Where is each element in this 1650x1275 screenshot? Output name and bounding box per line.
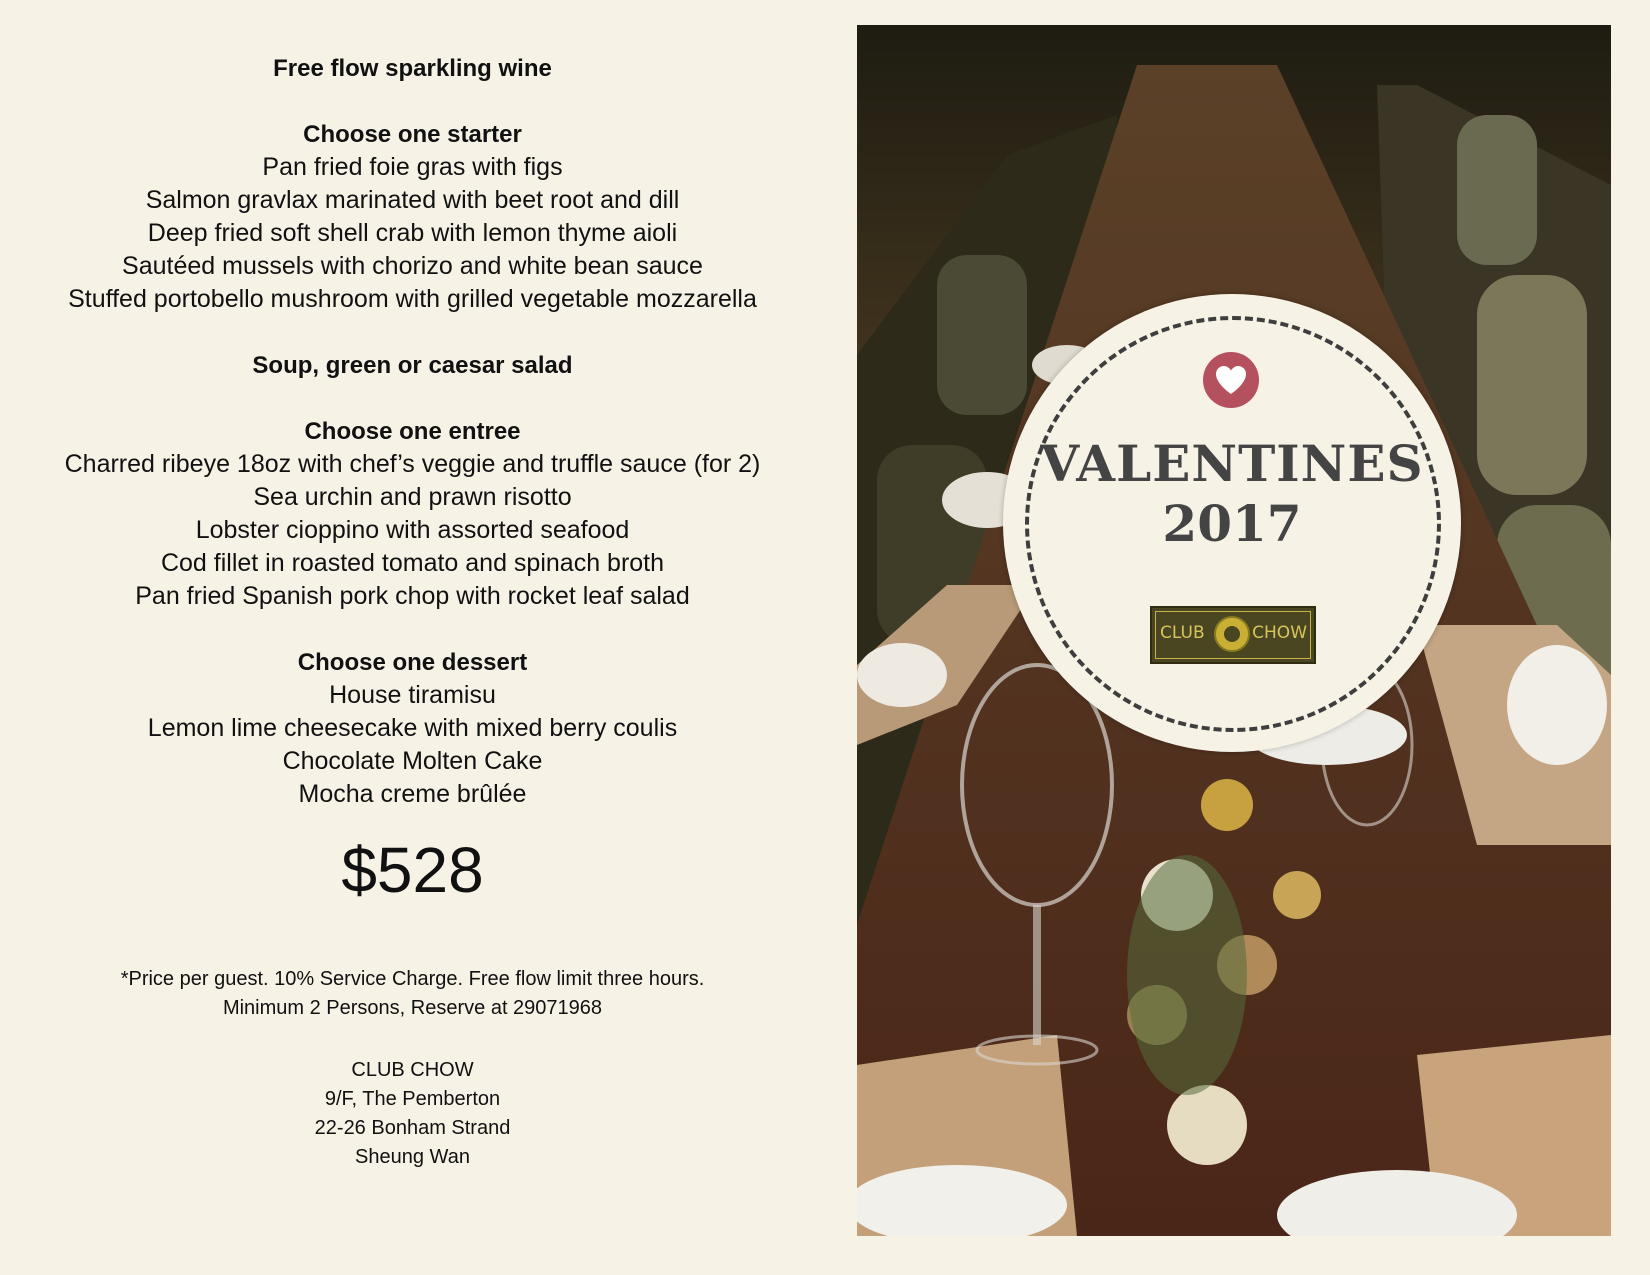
entree-item: Pan fried Spanish pork chop with rocket leaf salad xyxy=(135,582,690,610)
dessert-item: Lemon lime cheesecake with mixed berry coulis xyxy=(147,714,678,742)
starter-item: Salmon gravlax marinated with beet root and dill xyxy=(145,186,680,214)
starter-item: Deep fried soft shell crab with lemon thyme aioli xyxy=(147,219,678,247)
soup-section xyxy=(40,349,785,382)
logo-emblem-icon xyxy=(1214,616,1250,652)
heart-icon-glyph xyxy=(1215,365,1247,395)
entree-section xyxy=(40,415,785,613)
restaurant-address xyxy=(40,1056,785,1172)
valentines-badge xyxy=(1003,294,1461,752)
footnote-line: Minimum 2 Persons, Reserve at 29071968 xyxy=(222,997,603,1019)
entree-item: Charred ribeye 18oz with chef’s veggie and truffle sauce (for 2) xyxy=(64,450,761,478)
badge-title: VALENTINES xyxy=(1040,434,1424,493)
soup-heading: Soup, green or caesar salad xyxy=(252,352,573,379)
entree-item: Lobster cioppino with assorted seafood xyxy=(195,516,630,544)
logo-text-club: CLUB xyxy=(1160,623,1205,643)
entree-item: Sea urchin and prawn risotto xyxy=(253,483,572,511)
menu-column xyxy=(40,52,785,1172)
address-line: 22-26 Bonham Strand xyxy=(314,1117,511,1139)
dessert-section xyxy=(40,646,785,811)
address-line: Sheung Wan xyxy=(355,1146,470,1168)
price: $528 xyxy=(341,834,484,906)
starter-item: Stuffed portobello mushroom with grilled vegetable mozzarella xyxy=(68,285,757,313)
dessert-heading: Choose one dessert xyxy=(297,649,528,676)
dessert-item: Mocha creme brûlée xyxy=(298,780,527,808)
price-footnote xyxy=(40,965,785,1023)
address-line: 9/F, The Pemberton xyxy=(324,1088,501,1110)
address-line: CLUB CHOW xyxy=(351,1059,474,1081)
heart-icon xyxy=(1203,352,1259,408)
wine-heading: Free flow sparkling wine xyxy=(273,55,552,82)
starter-item: Pan fried foie gras with figs xyxy=(262,153,563,181)
club-chow-logo xyxy=(1150,606,1316,664)
entree-item: Cod fillet in roasted tomato and spinach broth xyxy=(160,549,665,577)
wine-section xyxy=(40,52,785,85)
dessert-item: House tiramisu xyxy=(329,681,496,709)
badge-year: 2017 xyxy=(1162,494,1302,553)
entree-heading: Choose one entree xyxy=(304,418,521,445)
starter-section xyxy=(40,118,785,316)
logo-text-chow: CHOW xyxy=(1252,623,1307,643)
dessert-item: Chocolate Molten Cake xyxy=(282,747,543,775)
footnote-line: *Price per guest. 10% Service Charge. Free flow limit three hours. xyxy=(120,968,705,990)
starter-item: Sautéed mussels with chorizo and white bean sauce xyxy=(122,252,703,280)
starter-heading: Choose one starter xyxy=(303,121,522,148)
